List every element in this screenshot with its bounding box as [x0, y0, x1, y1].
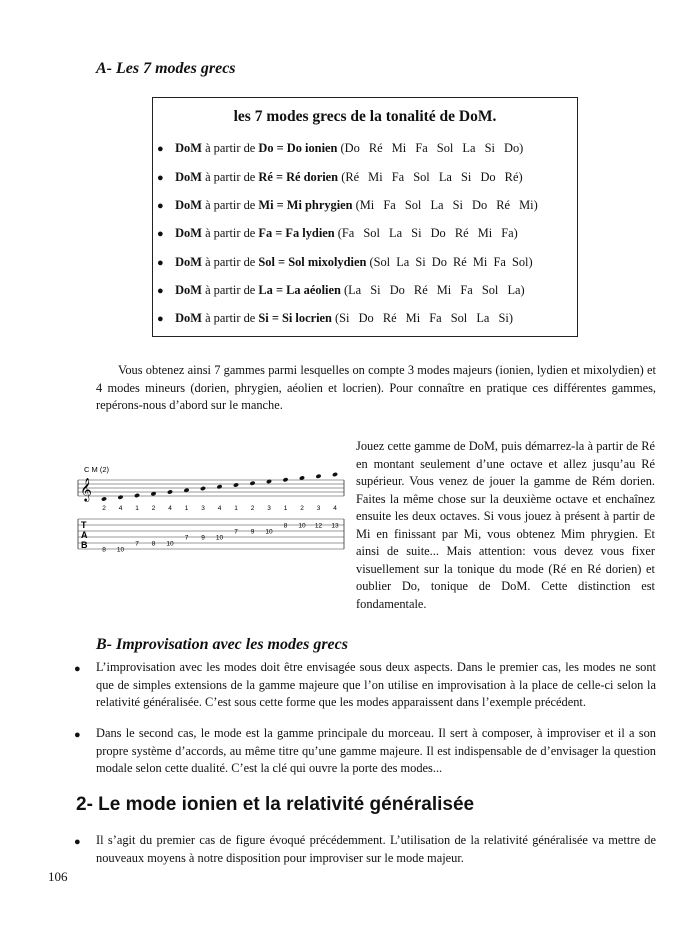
bullet-dot: ●	[74, 729, 81, 741]
fingering-number: 4	[217, 505, 222, 512]
tab-fret-number: 10	[298, 522, 306, 530]
figure-label: C M (2)	[84, 465, 109, 474]
tab-fret-number: 7	[234, 528, 238, 536]
fingerings	[102, 505, 337, 512]
tab-fret-number: 7	[184, 534, 189, 542]
tab-letter: B	[81, 540, 88, 550]
tab-letter: A	[81, 530, 88, 540]
section-2-heading: 2- Le mode ionien et la relativité généralisée	[76, 794, 475, 815]
note-head	[266, 479, 272, 484]
bullet-dot: ●	[157, 143, 164, 155]
note-heads	[101, 472, 338, 502]
tab-letter: T	[81, 520, 87, 530]
fingering-number: 4	[333, 505, 337, 512]
note-head	[167, 489, 173, 494]
tab-fret-number: 10	[116, 546, 125, 554]
fingering-number: 2	[300, 505, 304, 512]
note-head	[134, 493, 140, 498]
fingering-number: 1	[234, 505, 238, 512]
note-head	[101, 496, 107, 501]
note-head	[117, 495, 123, 500]
tab-fret-number: 10	[215, 534, 224, 542]
modes-box	[152, 97, 578, 337]
note-head	[332, 472, 338, 477]
note-head	[216, 484, 222, 489]
note-head	[282, 477, 288, 482]
mode-row: ● DoM à partir de Si = Si locrien (Si Do Ré Mi Fa Sol La Si)	[157, 311, 513, 325]
tab-fret-number: 8	[102, 546, 106, 554]
fingering-number: 2	[250, 505, 255, 512]
section-2-bullet: Il s’agit du premier cas de figure évoqué précédemment. L’utilisation de la relativité généralisée va mettre de nouveaux moyens à notre disposition pour improviser sur le mode majeur.	[96, 833, 656, 865]
mode-row: ● DoM à partir de Mi = Mi phrygien (Mi Fa Sol La Si Do Ré Mi)	[157, 198, 538, 212]
section-a-title: A- Les 7 modes grecs	[96, 60, 236, 77]
note-head	[233, 482, 239, 487]
tab-fret-number: 10	[166, 540, 174, 548]
bullet-dot: ●	[74, 663, 81, 675]
note-head	[200, 486, 206, 491]
modes-box-title: les 7 modes grecs de la tonalité de DoM.	[233, 108, 497, 125]
fingering-number: 1	[283, 505, 288, 512]
scale-figure	[76, 462, 346, 558]
bullet-dot: ●	[157, 200, 164, 212]
tab-fret-number: 8	[283, 522, 288, 530]
fingering-number: 3	[316, 505, 321, 512]
tab-fret-number: 8	[151, 540, 156, 548]
fingering-number: 3	[201, 505, 205, 512]
page-number: 106	[48, 869, 68, 884]
bullet-dot: ●	[157, 172, 164, 184]
section-b-bullet-1: L’improvisation avec les modes doit être envisagée sous deux aspects. Dans le premier cas, les modes ne sont que de simples extensions de la gamme majeure que l’on utilise en improvisation à la place de celle-ci selon la relativité généralisée. C’est sous cette forme que les modes apparaissent dans l’exemple précédent.	[96, 660, 656, 709]
staff	[78, 480, 344, 496]
figure-explanation: Jouez cette gamme de DoM, puis démarrez-la à partir de Ré en montant seulement d’une octave et allez jusqu’au Ré supérieur. Vous venez de jouer la gamme de Rém dorien. Faites la même chose sur la deuxième octave et enchaînez ensuite les deux octaves. Si vous jouez à présent à partir de Mi en finissant par Mi, vous obtenez Mim phrygien. Et ainsi de suite... Mais attention: vous devez vous fixer visuellement sur la tonique du mode (Ré en Ré dorien) et oublier Do, tonique de DoM. Cette distinction est fondamentale.	[356, 439, 655, 611]
section-b-title: B- Improvisation avec les modes grecs	[96, 636, 348, 653]
bullet-dot: ●	[74, 836, 81, 848]
tab-fret-number: 10	[265, 528, 273, 536]
note-head	[249, 481, 255, 486]
mode-row: ● DoM à partir de Ré = Ré dorien (Ré Mi Fa Sol La Si Do Ré)	[157, 170, 523, 184]
modes-paragraph: Vous obtenez ainsi 7 gammes parmi lesquelles on compte 3 modes majeurs (ionien, lydien et mixolydien) et 4 modes mineurs (dorien, phrygien, aéolien et locrien). Pour connaître en pratique ces différentes gammes, repérons-nous d’abord sur le manche.	[96, 363, 656, 412]
bullet-dot: ●	[157, 257, 164, 269]
fingering-number: 3	[267, 505, 271, 512]
mode-row: ● DoM à partir de La = La aéolien (La Si Do Ré Mi Fa Sol La)	[157, 283, 525, 297]
fingering-number: 1	[184, 505, 189, 512]
tab-fret-number: 9	[250, 528, 255, 536]
fingering-number: 2	[151, 505, 156, 512]
mode-row: ● DoM à partir de Sol = Sol mixolydien (Sol La Si Do Ré Mi Fa Sol)	[157, 255, 533, 269]
mode-row: ● DoM à partir de Fa = Fa lydien (Fa Sol La Si Do Ré Mi Fa)	[157, 226, 518, 240]
bullet-dot: ●	[157, 313, 164, 325]
tab-fret-number: 7	[135, 540, 139, 548]
fingering-number: 2	[102, 505, 106, 512]
tab-fret-number: 13	[331, 522, 339, 530]
bullet-dot: ●	[157, 285, 164, 297]
mode-row: ● DoM à partir de Do = Do ionien (Do Ré Mi Fa Sol La Si Do)	[157, 141, 524, 155]
fingering-number: 1	[135, 505, 139, 512]
treble-clef-icon: 𝄞	[80, 479, 92, 501]
tab-fret-number: 12	[314, 522, 323, 530]
note-head	[315, 474, 321, 479]
bullet-dot: ●	[157, 228, 164, 240]
fingering-number: 4	[118, 505, 123, 512]
fingering-number: 4	[168, 505, 172, 512]
tab-fret-number: 9	[201, 534, 205, 542]
section-b-bullet-2: Dans le second cas, le mode est la gamme principale du morceau. Il sert à composer, à improviser et il a son propre système d’accords, au même titre qu’une gamme majeure. Il est indispensable de d’envisager la question modale selon cette dualité. C’est la clé qui ouvre la porte des modes...	[96, 726, 656, 775]
